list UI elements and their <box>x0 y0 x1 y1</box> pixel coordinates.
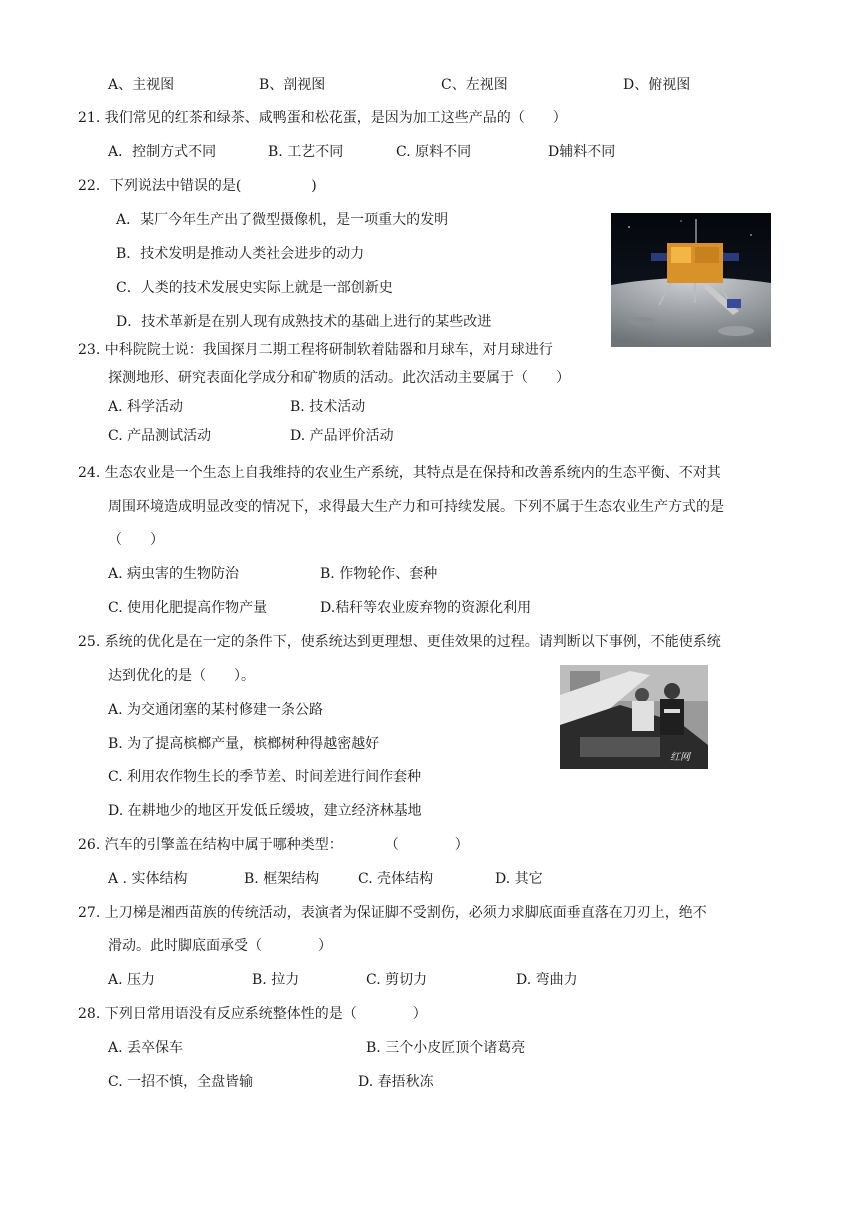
q26-stem: 26. 汽车的引擎盖在结构中属于哪种类型： （ ） <box>78 837 469 853</box>
q23-option-b: B. 技术活动 <box>290 399 366 415</box>
q26-option-a: A . 实体结构 <box>108 871 188 887</box>
q23-option-c: C. 产品测试活动 <box>108 428 212 444</box>
q24-stem-line1: 24. 生态农业是一个生态上自我维持的农业生产系统，其特点是在保持和改善系统内的生态平衡、不对其 <box>78 465 721 481</box>
q27-option-c: C. 剪切力 <box>366 972 428 988</box>
q27-stem-line2: 滑动。此时脚底面承受（ ） <box>108 938 332 954</box>
q28-option-c: C. 一招不慎，全盘皆输 <box>108 1074 254 1090</box>
q23-option-d: D. 产品评价活动 <box>290 428 394 444</box>
q20-option-c: C、左视图 <box>441 77 508 93</box>
q28-option-a: A. 丢卒保车 <box>108 1040 184 1056</box>
q22-option-a: A．某厂今年生产出了微型摄像机，是一项重大的发明 <box>116 212 449 228</box>
q26-option-b: B. 框架结构 <box>244 871 320 887</box>
q21-option-b: B. 工艺不同 <box>268 144 344 160</box>
q25-option-c: C. 利用农作物生长的季节差、时间差进行间作套种 <box>108 769 422 785</box>
q23-stem-line1: 23. 中科院院士说：我国探月二期工程将研制软着陆器和月球车，对月球进行 <box>78 342 553 358</box>
q23-stem-line2: 探测地形、研究表面化学成分和矿物质的活动。此次活动主要属于（ ） <box>108 370 570 386</box>
q20-option-a: A、主视图 <box>108 77 175 93</box>
q25-option-a: A. 为交通闭塞的某村修建一条公路 <box>108 702 324 718</box>
q21-stem: 21. 我们常见的红茶和绿茶、咸鸭蛋和松花蛋，是因为加工这些产品的（ ） <box>78 110 567 126</box>
q27-option-b: B. 拉力 <box>252 972 300 988</box>
q24-stem-line3: （ ） <box>108 532 164 548</box>
q27-option-a: A. 压力 <box>108 972 156 988</box>
q25-stem-line1: 25. 系统的优化是在一定的条件下，使系统达到更理想、更佳效果的过程。请判断以下事例，不能使系统 <box>78 634 721 650</box>
q24-stem-line2: 周围环境造成明显改变的情况下，求得最大生产力和可持续发展。下列不属于生态农业生产方式的是 <box>108 499 724 515</box>
q27-option-d: D. 弯曲力 <box>516 972 578 988</box>
q24-option-d: D.秸秆等农业废弃物的资源化利用 <box>320 600 532 616</box>
q25-option-b: B. 为了提高槟榔产量，槟榔树种得越密越好 <box>108 736 380 752</box>
q22-stem: 22．下列说法中错误的是( ) <box>78 178 317 194</box>
q23-option-a: A. 科学活动 <box>108 399 184 415</box>
q20-option-b: B、剖视图 <box>259 77 326 93</box>
lunar-lander-photo <box>611 213 771 347</box>
photo-watermark: 红网 <box>670 752 690 763</box>
q21-option-d: D辅料不同 <box>548 144 616 160</box>
q24-option-c: C. 使用化肥提高作物产量 <box>108 600 268 616</box>
q26-option-d: D. 其它 <box>495 871 543 887</box>
q24-option-a: A. 病虫害的生物防治 <box>108 566 240 582</box>
q24-option-b: B. 作物轮作、套种 <box>320 566 438 582</box>
q28-option-d: D. 春捂秋冻 <box>358 1074 434 1090</box>
q25-option-d: D. 在耕地少的地区开发低丘缓坡，建立经济林基地 <box>108 803 422 819</box>
q22-option-c: C．人类的技术发展史实际上就是一部创新史 <box>116 280 393 296</box>
q22-option-d: D．技术革新是在别人现有成熟技术的基础上进行的某些改进 <box>116 314 492 330</box>
q28-option-b: B. 三个小皮匠顶个诸葛亮 <box>366 1040 526 1056</box>
q25-stem-line2: 达到优化的是（ ）。 <box>108 668 255 684</box>
q21-option-a: A．控制方式不同 <box>108 144 217 160</box>
q22-option-b: B．技术发明是推动人类社会进步的动力 <box>116 246 365 262</box>
q28-stem: 28. 下列日常用语没有反应系统整体性的是（ ） <box>78 1006 427 1022</box>
q20-option-d: D、俯视图 <box>623 77 691 93</box>
car-hood-photo <box>560 665 708 769</box>
q21-option-c: C. 原料不同 <box>396 144 472 160</box>
q26-option-c: C. 壳体结构 <box>358 871 434 887</box>
q27-stem-line1: 27. 上刀梯是湘西苗族的传统活动，表演者为保证脚不受割伤，必须力求脚底面垂直落在刀刃上，绝不 <box>78 905 707 921</box>
